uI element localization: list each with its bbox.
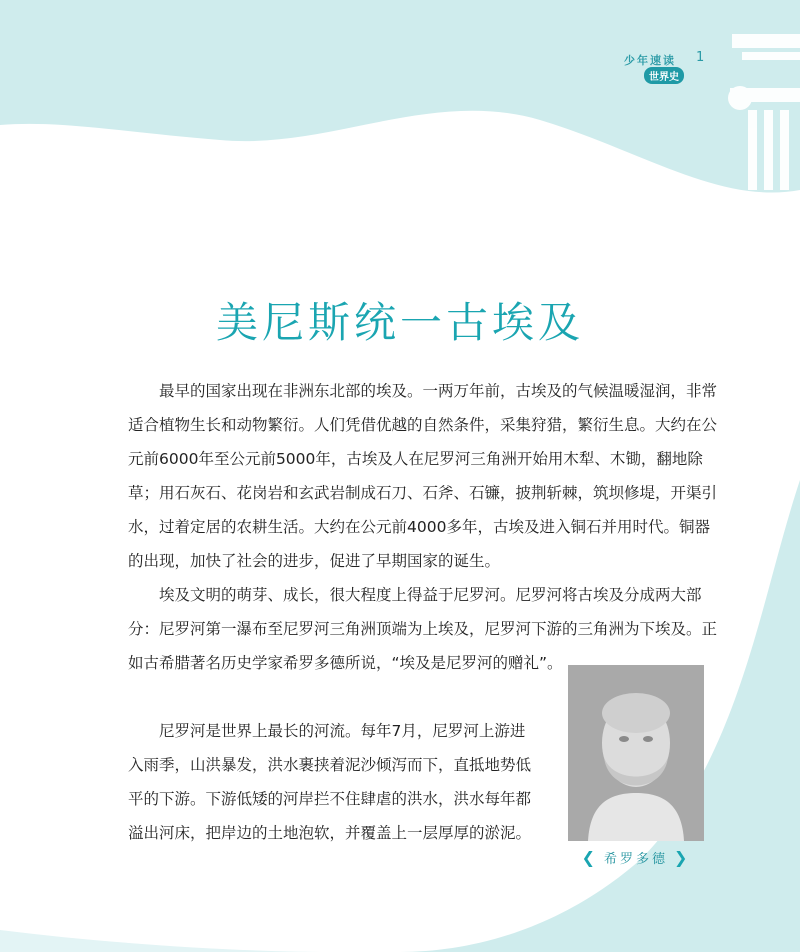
page-header xyxy=(610,50,710,90)
herodotus-bust-image xyxy=(568,665,704,841)
series-name: 少年速读 xyxy=(624,54,676,67)
page-number: 1 xyxy=(696,50,705,65)
series-subtitle-badge: 世界史 xyxy=(644,67,684,84)
bottom-wave-light xyxy=(0,930,330,952)
paragraph-text: 最早的国家出现在非洲东北部的埃及。一两万年前，古埃及的气候温暖湿润，非常适合植物生长和动物繁衍。人们凭借优越的自然条件，采集狩猎，繁衍生息。大约在公元前6000年至公元前5000年，古埃及人在尼罗河三角洲开始用木犁、木锄，翻地除草；用石灰石、花岗岩和玄武岩制成石刀、石斧、石镰，披荆斩棘，筑坝修堤，开渠引水，过着定居的农耕生活。大约在公元前4000多年，古埃及进入铜石并用时代。铜器的出现，加快了社会的进步，促进了早期国家的诞生。 xyxy=(128,382,718,570)
paragraph-text: 埃及文明的萌芽、成长，很大程度上得益于尼罗河。尼罗河将古埃及分成两大部分：尼罗河第一瀑布至尼罗河三角洲顶端为上埃及，尼罗河下游的三角洲为下埃及。正如古希腊著名历史学家希罗多德所说，“埃及是尼罗河的赠礼”。 xyxy=(128,586,718,672)
bust-illustration xyxy=(568,665,704,841)
chevron-right-icon: ❯ xyxy=(674,848,691,867)
paragraph-text: 尼罗河是世界上最长的河流。每年7月，尼罗河上游进入雨季，山洪暴发，洪水裹挟着泥沙倾泻而下，直抵地势低平的下游。下游低矮的河岸拦不住肆虐的洪水，洪水每年都溢出河床，把岸边的土地泡软，并覆盖上一层厚厚的淤泥。 xyxy=(128,722,532,842)
caption-text: 希罗多德 xyxy=(603,852,668,867)
figure-caption xyxy=(568,848,704,867)
body-paragraph-3 xyxy=(128,714,538,850)
chevron-left-icon: ❮ xyxy=(581,848,598,867)
top-wave xyxy=(0,0,800,193)
body-paragraph-1 xyxy=(128,374,718,578)
chapter-title: 美尼斯统一古埃及 xyxy=(215,298,584,348)
